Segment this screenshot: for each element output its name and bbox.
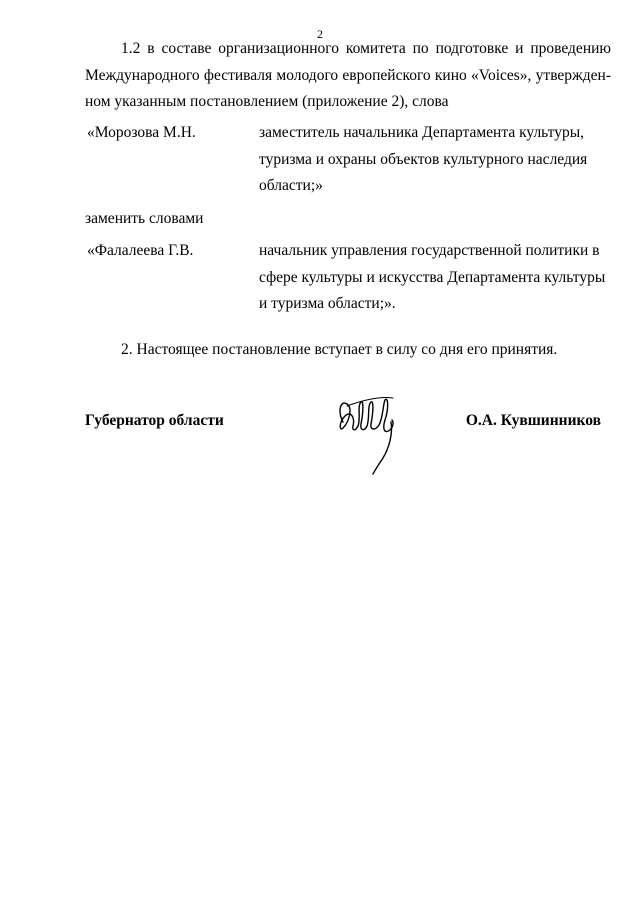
entry-role-line: начальник управления государственной политики в — [259, 242, 600, 259]
entry-role-line: и туризма области;». — [259, 295, 396, 312]
entry-role-line: области;» — [259, 177, 323, 194]
entry-role-line: заместитель начальника Департамента культуры, — [259, 124, 585, 141]
entry-role — [259, 120, 615, 200]
replace-text: заменить словами — [85, 210, 204, 227]
paragraph-1-2-line-3: ном указанным постановлением (приложение 2), слова — [85, 93, 449, 110]
paragraph-1-2-line-2: Международного фестиваля молодого европейского кино «Voices», утвержден- — [85, 66, 611, 84]
governor-title: Губернатор области — [85, 412, 224, 429]
handwritten-signature — [333, 392, 405, 478]
entry-role-line: сфере культуры и искусства Департамента культуры — [259, 268, 606, 286]
paragraph-1-2-line-1: 1.2 в составе организационного комитета по подготовке и проведению — [121, 40, 611, 57]
paragraph-2: 2. Настоящее постановление вступает в силу со дня его принятия. — [121, 341, 558, 358]
governor-name: О.А. Кувшинников — [465, 412, 601, 429]
entry-falaleeva — [87, 238, 617, 328]
entry-morozova — [87, 120, 617, 210]
entry-role — [259, 238, 615, 318]
entry-name: «Морозова М.Н. — [87, 124, 196, 141]
entry-role-line: туризма и охраны объектов культурного наследия — [259, 150, 588, 168]
entry-name: «Фалалеева Г.В. — [87, 242, 194, 259]
page-number: 2 — [317, 27, 323, 41]
paragraph-1-2 — [85, 36, 611, 116]
